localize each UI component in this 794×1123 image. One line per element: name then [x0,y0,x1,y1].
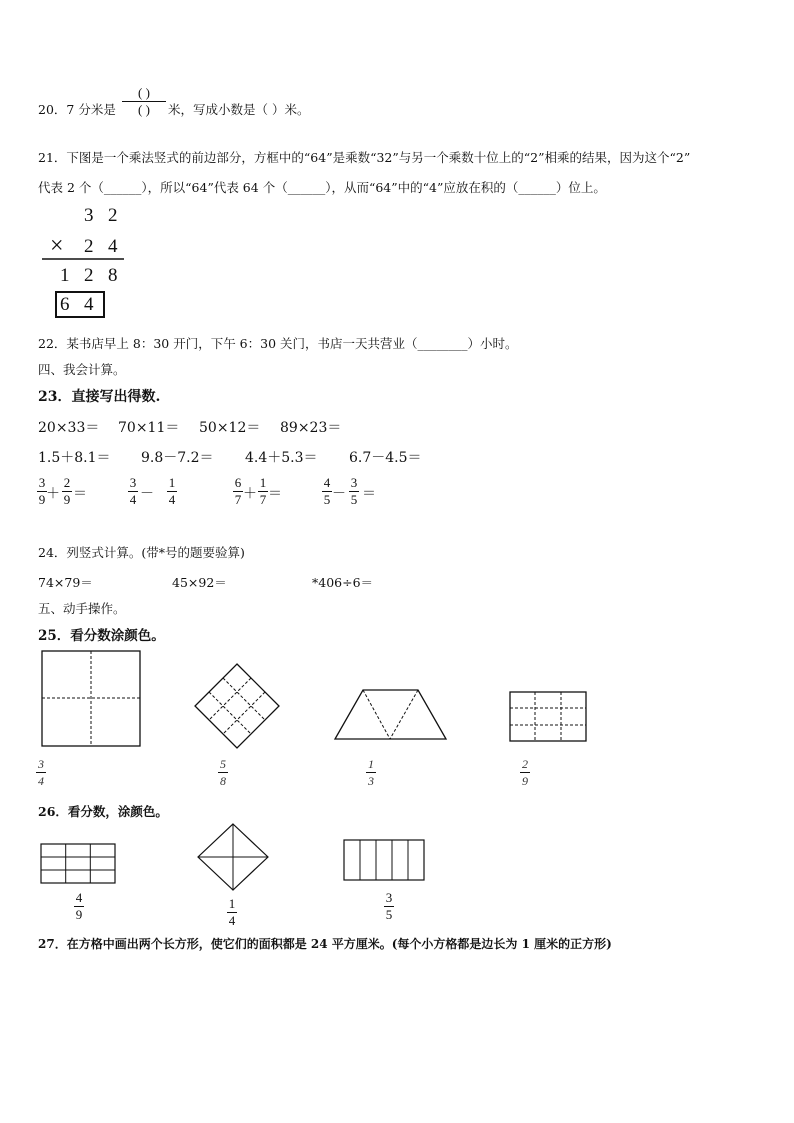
q23-row1-item: 20×33＝ [38,420,100,436]
digit: 4 [84,294,94,315]
denominator: 7 [259,492,267,507]
digit: 2 [84,265,94,286]
digit: 3 [84,205,94,226]
digit: 2 [108,205,118,226]
denominator: 9 [63,492,71,507]
denominator: 9 [75,907,83,922]
denominator: 7 [234,492,242,507]
digit: 2 [84,236,94,257]
q23-row2-item: 9.8－7.2＝ [141,450,214,466]
q20-numerator-blank: ( ) [138,85,150,100]
numerator: 3 [38,757,44,771]
q24-title: 24．列竖式计算。(带*号的题要验算) [38,545,245,560]
q26-grid-rectangle-shape[interactable] [41,844,115,883]
operator: ＋ [46,486,60,502]
numerator: 1 [368,757,374,771]
q20-suffix: 米，写成小数是（ ）米。 [168,102,310,117]
q20-prefix: 20．7 分米是 [38,102,116,117]
q23-row1-item: 89×23＝ [280,420,342,436]
q26-fraction [227,897,237,928]
q21-line2: 代表 2 个（______），所以“64”代表 64 个（______），从而“64”中的“4”应放在积的（______）位上。 [38,180,606,195]
numerator: 1 [228,896,236,911]
q24-item: *406÷6＝ [312,575,374,590]
q23-row1-item: 50×12＝ [199,420,261,436]
denominator: 8 [220,774,226,788]
q21-line1: 21．下图是一个乘法竖式的前边部分，方框中的“64”是乘数“32”与另一个乘数十位上的“2”相乘的结果，因为这个“2” [38,150,691,165]
numerator: 5 [220,757,226,771]
q26-fraction [74,891,84,922]
denominator: 9 [522,774,528,788]
equals: ＝ [268,486,282,502]
q23-row1-item: 70×11＝ [118,420,180,436]
denominator: 3 [368,774,374,788]
denominator: 4 [228,913,236,928]
denominator: 5 [350,492,358,507]
q24-item: 74×79＝ [38,575,93,590]
numerator: 2 [63,475,71,490]
q23-title: 23．直接写出得数. [38,389,161,405]
numerator: 3 [38,475,46,490]
digit: 4 [108,236,118,257]
q26-title: 26．看分数，涂颜色。 [38,804,168,819]
numerator: 3 [385,890,393,905]
numerator: 6 [234,475,242,490]
section-four-heading: 四、我会计算。 [38,362,126,377]
numerator: 4 [75,890,83,905]
denominator: 9 [38,492,46,507]
digit: 8 [108,265,118,286]
digit: 6 [60,294,70,315]
q23-row2-item: 6.7－4.5＝ [349,450,422,466]
times-sign: × [50,233,64,259]
numerator: 3 [350,475,358,490]
q26-strip-rectangle-shape[interactable] [344,840,424,880]
numerator: 4 [323,475,331,490]
numerator: 3 [129,475,137,490]
equals: ＝ [73,486,87,502]
numerator: 1 [168,475,176,490]
section-five-heading: 五、动手操作。 [38,601,126,616]
q26-fraction [384,891,394,922]
denominator: 4 [38,774,44,788]
denominator: 4 [129,492,137,507]
q27-text: 27．在方格中画出两个长方形，使它们的面积都是 24 平方厘米。(每个小方格都是边长为 1 厘米的正方形) [38,937,612,951]
q20-denominator-blank: ( ) [138,102,150,117]
denominator: 5 [385,907,393,922]
q25-title: 25．看分数涂颜色。 [38,628,165,644]
numerator: 2 [522,757,528,771]
denominator: 5 [323,492,331,507]
numerator: 1 [259,475,267,490]
digit: 1 [60,265,70,286]
equals: ＝ [362,486,376,502]
denominator: 4 [168,492,176,507]
q26-diamond-shape[interactable] [198,824,268,890]
q24-item: 45×92＝ [172,575,227,590]
q23-row2-item: 4.4＋5.3＝ [245,450,318,466]
operator: － [332,486,346,502]
q22-text: 22．某书店早上 8：30 开门，下午 6：30 关门，书店一天共营业（________）小时。 [38,336,518,351]
operator: － [140,486,154,502]
q23-row2-item: 1.5＋8.1＝ [38,450,111,466]
operator: ＋ [243,486,257,502]
